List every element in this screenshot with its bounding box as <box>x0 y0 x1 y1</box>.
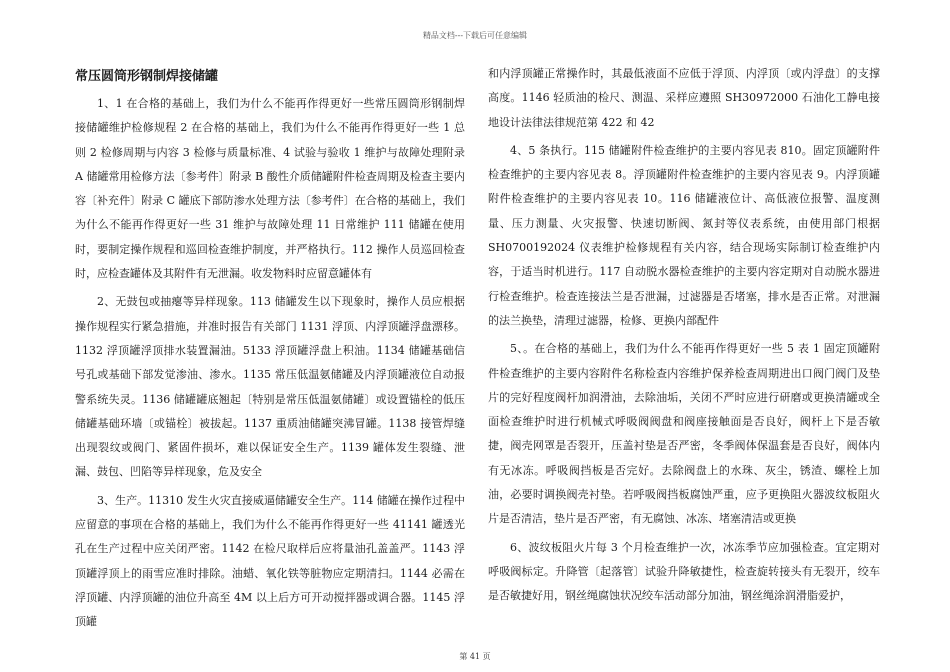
paragraph-1: 1、1 在合格的基础上，我们为什么不能再作得更好一些常压圆筒形钢制焊接储罐维护检修规程 2 在合格的基础上，我们为什么不能再作得更好一些 1 总则 2 检修周期与内容 3 检修与质量标准、4 试验与验收 1 维护与故障处理附录 A 储罐常用检修方法〔参考件〕附录 B 酸性介质储罐附件检查周期及检查主要内容〔补充件〕附录 C 罐底下部防渗水处理方法〔参考件〕在合格的基础上，我们为什么不能再作得更好一些 31 维护与故障处理 11 日常维护 111 储罐在使用时，要制定操作规程和巡回检查维护制度，并严格执行。112 操作人员巡回检查时，应检查罐体及其附件有无泄漏。收发物料时应留意罐体有 <box>75 97 465 281</box>
document-title: 常压圆筒形钢制焊接储罐 <box>75 69 219 84</box>
paragraph-3: 3、生产。11310 发生火灾直接威逼储罐安全生产。114 储罐在操作过程中应留意的事项在合格的基础上，我们为什么不能再作得更好一些 41141 罐透光孔在生产过程中应关闭严密。1142 在检尺取样后应将量油孔盖盖严。1143 浮顶罐浮顶上的雨雪应准时排除。油蜡、氧化铁等脏物应定期清扫。1144 必需在浮顶罐、内浮顶罐的油位升高至 4M 以上后方可开动搅拌器或调合器。1145 浮顶罐 <box>75 493 465 629</box>
page-header: 精品文档---下载后可任意编辑 <box>422 31 528 40</box>
paragraph-3-continued: 和内浮顶罐正常操作时，其最低液面不应低于浮顶、内浮顶〔或内浮盘〕的支撑高度。1146 轻质油的检尺、测温、采样应遵照 SH30972000 石油化工静电接地设计法律法律规范第 422 和 42 <box>488 67 880 129</box>
right-column <box>488 62 880 609</box>
paragraph-5: 5、。在合格的基础上，我们为什么不能再作得更好一些 5 表 1 固定顶罐附件检查维护的主要内容附件名称检查内容维护保养检查周期进出口阀门阀门及垫片的完好程度阀杆加润滑油，去除油垢，关闭不严时应进行研磨或更换清罐或全面检查维护时进行机械式呼吸阀阀盘和阀座接触面是否良好，阀杆上下是否敏捷，阀壳网罩是否裂开，压盖衬垫是否严密，冬季阀体保温套是否良好，阀体内有无冰冻。呼吸阀挡板是否完好。去除阀盘上的水珠、灰尘，锈渣、螺栓上加油，必要时调换阀壳衬垫。若呼吸阀挡板腐蚀严重，应予更换阻火器波纹板阻火片是否清洁，垫片是否严密，有无腐蚀、冰冻、堵塞清洁或更换 <box>488 342 880 526</box>
paragraph-2: 2、无鼓包或抽瘪等异样现象。113 储罐发生以下现象时，操作人员应根据操作规程实行紧急措施，并准时报告有关部门 1131 浮顶、内浮顶罐浮盘漂移。1132 浮顶罐浮顶排水装置漏油。5133 浮顶罐浮盘上积油。1134 储罐基础信号孔或基础下部发觉渗油、渗水。1135 常压低温氨储罐及内浮顶罐液位自动报警系统失灵。1136 储罐罐底翘起〔特别是常压低温氨储罐〕或设置锚栓的低压储罐基础环墙〔或锚栓〕被拔起。1137 重质油储罐突沸冒罐。1138 接管焊缝出现裂纹或阀门、紧固件损坏，难以保证安全生产。1139 罐体发生裂缝、泄漏、鼓包、凹陷等异样现象，危及安全 <box>75 295 465 479</box>
paragraph-4: 4、5 条执行。115 储罐附件检查维护的主要内容见表 810。固定顶罐附件检查维护的主要内容见表 8。浮顶罐附件检查维护的主要内容见表 9。内浮顶罐附件检查维护的主要内容见表 10。116 储罐液位计、高低液位报警、温度测量、压力测量、火灾报警、快速切断阀、氮封等仪表系统，由使用部门根据 SH0700192024 仪表维护检修规程有关内容，结合现场实际制订检查维护内容，于适当时机进行。117 自动脱水器检查维护的主要内容定期对自动脱水器进行检查维护。检查连接法兰是否泄漏，过滤器是否堵塞，排水是否正常。对泄漏的法兰换垫，清理过滤器，检修、更换内部配件 <box>488 143 880 327</box>
paragraph-6: 6、波纹板阻火片每 3 个月检查维护一次，冰冻季节应加强检查。宜定期对呼吸阀标定。升降管〔起落管〕试验升降敏捷性，检查旋转接头有无裂开，绞车是否敏捷好用，钢丝绳腐蚀状况绞车活动部分加油，钢丝绳涂润滑脂爱护， <box>488 540 880 603</box>
page-number: 第 41 页 <box>459 652 491 661</box>
left-column <box>75 62 465 635</box>
